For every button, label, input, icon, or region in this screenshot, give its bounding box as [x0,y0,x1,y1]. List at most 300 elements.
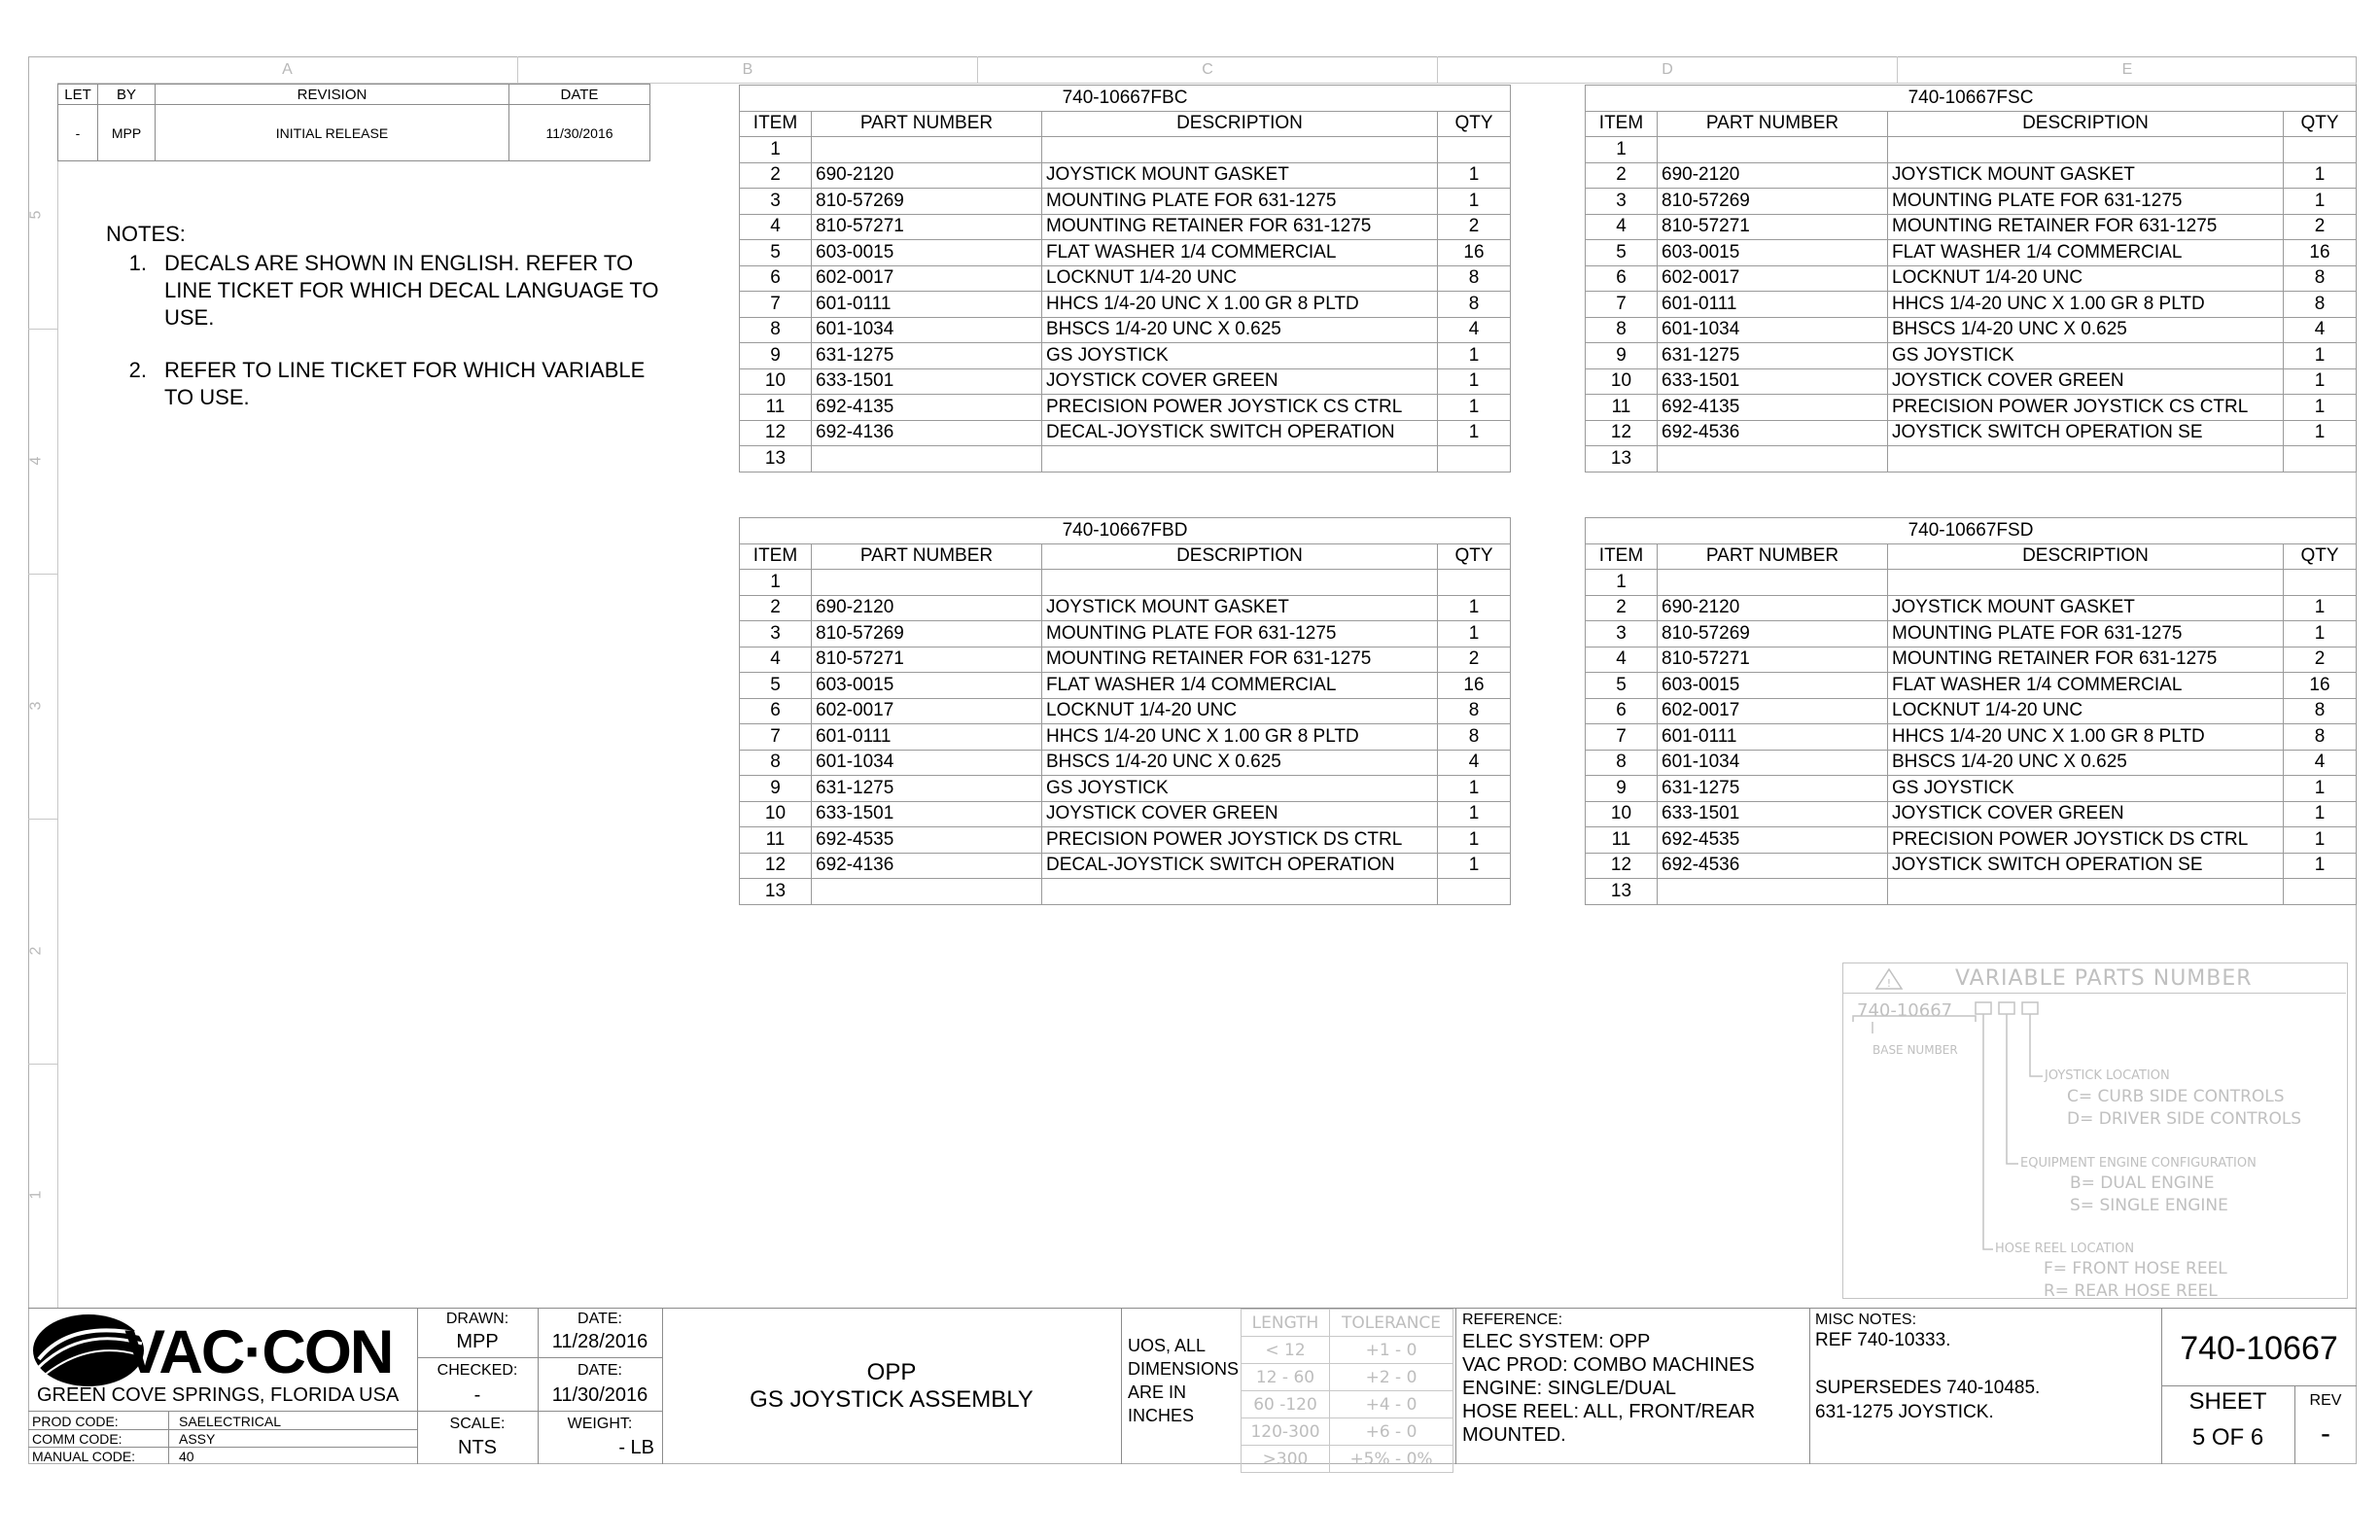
bom-cell-part-number: 603-0015 [812,673,1042,699]
sheet-value: 5 OF 6 [2191,1424,2264,1451]
tolerance-value: +6 - 0 [1330,1418,1453,1446]
bom-cell-part-number: 631-1275 [812,343,1042,369]
bom-header-item: ITEM [1586,111,1658,137]
bom-cell-qty: 1 [1438,162,1511,189]
bom-row [740,853,1511,879]
rev-header-let: LET [58,85,98,105]
bom-row [740,368,1511,395]
bom-cell-qty: 1 [1438,395,1511,421]
bom-cell-item: 13 [1586,879,1658,905]
bom-cell-part-number: 692-4135 [1658,395,1888,421]
bom-cell-item: 4 [1586,647,1658,673]
bom-cell-qty: 1 [1438,801,1511,827]
bom-cell-qty: 8 [1438,292,1511,318]
bom-cell-description [1042,137,1438,163]
bom-cell-item: 1 [1586,570,1658,596]
bom-cell-item: 1 [740,570,812,596]
bom-cell-qty: 1 [2284,420,2357,446]
tolerance-row [1242,1418,1453,1446]
bom-cell-description: BHSCS 1/4-20 UNC X 0.625 [1888,317,2284,343]
bom-cell-part-number: 810-57271 [812,647,1042,673]
bom-header-qty: QTY [2284,111,2357,137]
bom-cell-qty: 8 [1438,698,1511,724]
bom-row [740,750,1511,776]
bom-cell-part-number [1658,570,1888,596]
bom-cell-part-number: 810-57269 [1658,621,1888,648]
bom-row [1586,750,2357,776]
tolerance-header-tolerance: TOLERANCE [1330,1310,1453,1337]
bom-header-part-number: PART NUMBER [1658,543,1888,570]
bom-cell-qty: 8 [1438,724,1511,751]
vpn-engine-opt1: B= DUAL ENGINE [2070,1173,2215,1193]
bom-row [740,879,1511,905]
bom-cell-part-number [1658,446,1888,472]
bom-header-item: ITEM [740,111,812,137]
divider [28,1411,417,1412]
bom-cell-item: 10 [740,801,812,827]
bom-cell-qty: 1 [2284,368,2357,395]
bom-cell-item: 3 [1586,189,1658,215]
bom-cell-part-number: 692-4536 [1658,420,1888,446]
drawing-number: 740-10667 [2180,1330,2338,1367]
drawn-label: DRAWN: [445,1311,509,1327]
bom-cell-qty [1438,570,1511,596]
checked-label: CHECKED: [437,1362,518,1379]
bom-cell-description [1888,570,2284,596]
bom-row [1586,420,2357,446]
bom-row [740,137,1511,163]
bom-cell-item: 5 [1586,673,1658,699]
bom-cell-item: 7 [740,292,812,318]
reference-line: MOUNTED. [1462,1424,1566,1446]
bom-row [1586,368,2357,395]
bom-cell-part-number: 810-57269 [1658,189,1888,215]
bom-row [1586,292,2357,318]
bom-row [1586,214,2357,240]
bom-cell-qty: 1 [1438,595,1511,621]
title-block-top [28,1308,2357,1309]
bom-table [739,517,1511,905]
bom-cell-part-number: 603-0015 [1658,240,1888,266]
note-item [106,250,670,332]
tolerance-length: 60 -120 [1242,1391,1330,1418]
svg-text:!: ! [1886,977,1892,990]
bom-row [1586,776,2357,802]
bom-cell-qty: 1 [2284,343,2357,369]
bom-cell-item: 7 [1586,292,1658,318]
bom-cell-part-number [812,446,1042,472]
bom-cell-description: PRECISION POWER JOYSTICK DS CTRL [1042,827,1438,854]
rev-label: REV [2309,1392,2342,1409]
drawn-value: MPP [456,1331,499,1352]
bom-row [740,189,1511,215]
bom-table [739,85,1511,472]
bom-cell-item: 9 [1586,343,1658,369]
bom-cell-item: 10 [740,368,812,395]
bom-cell-item: 2 [1586,162,1658,189]
bom-cell-description: MOUNTING RETAINER FOR 631-1275 [1042,647,1438,673]
units-line: DIMENSIONS [1128,1359,1240,1379]
bom-cell-description: PRECISION POWER JOYSTICK CS CTRL [1888,395,2284,421]
bom-cell-description [1042,570,1438,596]
bom-row [740,647,1511,673]
rev-header-date: DATE [509,85,650,105]
bom-cell-item: 11 [1586,395,1658,421]
divider [1455,1308,1456,1464]
bom-cell-qty: 8 [2284,265,2357,292]
bom-cell-description: GS JOYSTICK [1042,343,1438,369]
bom-cell-item: 12 [1586,853,1658,879]
tolerance-row [1242,1364,1453,1391]
zone-left-divider [57,83,58,1308]
bom-cell-description: DECAL-JOYSTICK SWITCH OPERATION [1042,853,1438,879]
divider [2161,1385,2357,1386]
bom-cell-qty: 1 [2284,801,2357,827]
bom-row [740,240,1511,266]
note-number: 1. [128,251,147,275]
rev-date: 11/30/2016 [509,105,650,161]
bom-row [740,621,1511,648]
bom-cell-qty: 8 [2284,724,2357,751]
bom-row [1586,879,2357,905]
rev-by: MPP [98,105,156,161]
tolerance-length: 12 - 60 [1242,1364,1330,1391]
bom-header-part-number: PART NUMBER [1658,111,1888,137]
bom-cell-description: GS JOYSTICK [1042,776,1438,802]
manual-code-label: MANUAL CODE: [32,1449,136,1464]
misc-notes-label: MISC NOTES: [1815,1312,1917,1328]
bom-cell-qty [2284,446,2357,472]
bom-cell-part-number: 692-4535 [1658,827,1888,854]
bom-cell-description: GS JOYSTICK [1888,776,2284,802]
zone-col-e: E [2121,61,2133,78]
bom-cell-qty: 1 [2284,776,2357,802]
bom-cell-qty: 1 [1438,776,1511,802]
reference-line: ENGINE: SINGLE/DUAL [1462,1378,1677,1399]
bom-header-description: DESCRIPTION [1042,111,1438,137]
bom-cell-description: MOUNTING RETAINER FOR 631-1275 [1042,214,1438,240]
bom-cell-description: JOYSTICK COVER GREEN [1042,368,1438,395]
bom-cell-part-number: 601-0111 [812,292,1042,318]
bom-cell-part-number [812,137,1042,163]
bom-cell-part-number: 690-2120 [812,162,1042,189]
bom-cell-part-number: 631-1275 [1658,343,1888,369]
bom-cell-description: JOYSTICK COVER GREEN [1042,801,1438,827]
warning-icon [1874,967,1904,991]
bom-cell-description: FLAT WASHER 1/4 COMMERCIAL [1888,673,2284,699]
rev-value: - [2321,1418,2330,1450]
checked-value: - [473,1384,481,1406]
bom-cell-description: HHCS 1/4-20 UNC X 1.00 GR 8 PLTD [1888,292,2284,318]
bom-cell-qty [1438,446,1511,472]
weight-value: - LB [618,1437,654,1458]
vpn-hose-opt1: F= FRONT HOSE REEL [2044,1259,2227,1278]
bom-header-part-number: PART NUMBER [812,543,1042,570]
vpn-engine-opt2: S= SINGLE ENGINE [2070,1196,2228,1215]
bom-cell-description: PRECISION POWER JOYSTICK CS CTRL [1042,395,1438,421]
checked-date-value: 11/30/2016 [551,1384,648,1406]
bom-cell-item: 12 [1586,420,1658,446]
bom-cell-description [1888,879,2284,905]
bom-cell-item: 9 [1586,776,1658,802]
rev-header-revision: REVISION [156,85,509,105]
bom-cell-part-number [1658,879,1888,905]
bom-cell-qty: 1 [2284,827,2357,854]
bom-cell-qty: 1 [2284,621,2357,648]
bom-cell-part-number [1658,137,1888,163]
bom-cell-qty: 2 [1438,647,1511,673]
bom-cell-description: JOYSTICK MOUNT GASKET [1888,595,2284,621]
zone-row-2: 2 [27,946,45,955]
bom-cell-description: LOCKNUT 1/4-20 UNC [1042,698,1438,724]
bom-cell-qty: 1 [1438,368,1511,395]
bom-cell-part-number: 631-1275 [812,776,1042,802]
bom-cell-item: 6 [740,265,812,292]
bom-row [740,395,1511,421]
note-number: 2. [128,358,147,382]
misc-note-line: SUPERSEDES 740-10485. [1815,1378,2041,1398]
divider [1809,1308,1810,1464]
bom-cell-qty: 1 [2284,853,2357,879]
bom-cell-item: 10 [1586,801,1658,827]
bom-table-title: 740-10667FBD [740,518,1511,544]
bom-row [1586,189,2357,215]
bom-row [1586,673,2357,699]
bom-cell-qty: 1 [1438,343,1511,369]
bom-cell-description: HHCS 1/4-20 UNC X 1.00 GR 8 PLTD [1042,292,1438,318]
bom-row [1586,343,2357,369]
divider [168,1411,169,1464]
bom-cell-part-number: 690-2120 [812,595,1042,621]
bom-row [740,292,1511,318]
bom-header-description: DESCRIPTION [1888,111,2284,137]
bom-cell-part-number: 633-1501 [812,801,1042,827]
bom-row [740,343,1511,369]
bom-row [1586,647,2357,673]
bom-cell-qty: 2 [2284,214,2357,240]
bom-cell-qty [1438,137,1511,163]
bom-cell-qty: 1 [1438,189,1511,215]
bom-cell-part-number: 690-2120 [1658,595,1888,621]
bom-row [1586,827,2357,854]
tolerance-row [1242,1446,1453,1473]
bom-header-qty: QTY [2284,543,2357,570]
comm-code-label: COMM CODE: [32,1431,122,1447]
units-note [1128,1334,1239,1427]
bom-cell-description: GS JOYSTICK [1888,343,2284,369]
bom-cell-part-number: 601-1034 [812,317,1042,343]
drawing-title-line2: GS JOYSTICK ASSEMBLY [750,1386,1033,1413]
tolerance-length: 120-300 [1242,1418,1330,1446]
vpn-joystick-opt1: C= CURB SIDE CONTROLS [2067,1087,2285,1106]
bom-table-title: 740-10667FSC [1586,86,2357,112]
bom-cell-qty: 4 [1438,750,1511,776]
bom-cell-item: 1 [1586,137,1658,163]
bom-row [1586,801,2357,827]
bom-cell-part-number: 810-57271 [1658,647,1888,673]
bom-cell-qty: 8 [2284,698,2357,724]
rev-let: - [58,105,98,161]
bom-cell-description: FLAT WASHER 1/4 COMMERCIAL [1042,673,1438,699]
rev-header-by: BY [98,85,156,105]
vpn-title: VARIABLE PARTS NUMBER [1955,966,2253,991]
bom-cell-description: JOYSTICK SWITCH OPERATION SE [1888,420,2284,446]
prod-code-value: SAELECTRICAL [179,1414,282,1429]
bom-row [1586,595,2357,621]
bom-cell-item: 5 [1586,240,1658,266]
drawing-title-line1: OPP [866,1359,917,1385]
bom-cell-item: 11 [740,827,812,854]
bom-cell-item: 13 [1586,446,1658,472]
bom-cell-part-number: 602-0017 [812,698,1042,724]
revision-row [58,105,650,161]
bom-row [740,214,1511,240]
bom-row [740,801,1511,827]
zone-col-c: C [978,56,1438,83]
bom-row [1586,137,2357,163]
bom-row [1586,698,2357,724]
tolerance-value: +4 - 0 [1330,1391,1453,1418]
vpn-base-code: 740-10667 [1857,1000,1953,1021]
bom-cell-item: 3 [740,621,812,648]
bom-row [1586,317,2357,343]
bom-cell-item: 4 [740,647,812,673]
bom-cell-description: HHCS 1/4-20 UNC X 1.00 GR 8 PLTD [1888,724,2284,751]
tolerance-value: +1 - 0 [1330,1337,1453,1364]
bom-cell-part-number: 603-0015 [812,240,1042,266]
bom-cell-qty: 1 [2284,395,2357,421]
bom-cell-item: 9 [740,343,812,369]
tolerance-value: +5% - 0% [1330,1446,1453,1473]
bom-cell-description [1888,446,2284,472]
bom-cell-item: 12 [740,853,812,879]
bom-row [740,673,1511,699]
bom-cell-part-number: 601-1034 [1658,317,1888,343]
divider [417,1411,662,1412]
vpn-engine-label: EQUIPMENT ENGINE CONFIGURATION [2020,1156,2257,1171]
bom-cell-qty: 16 [2284,240,2357,266]
logo-text: VAC·CON [124,1318,393,1386]
bom-cell-part-number: 690-2120 [1658,162,1888,189]
bom-row [740,162,1511,189]
bom-cell-item: 2 [740,595,812,621]
bom-cell-part-number [812,879,1042,905]
tolerance-header-length: LENGTH [1242,1310,1330,1337]
bom-cell-item: 1 [740,137,812,163]
bom-table [1585,85,2357,472]
bom-cell-qty: 2 [1438,214,1511,240]
bom-cell-item: 8 [740,317,812,343]
tolerance-value: +2 - 0 [1330,1364,1453,1391]
bom-cell-part-number: 810-57271 [812,214,1042,240]
bom-cell-part-number: 603-0015 [1658,673,1888,699]
bom-cell-qty [2284,879,2357,905]
bom-cell-item: 8 [1586,750,1658,776]
units-line: INCHES [1128,1406,1195,1425]
bom-cell-description: FLAT WASHER 1/4 COMMERCIAL [1888,240,2284,266]
bom-cell-qty: 8 [2284,292,2357,318]
bom-cell-description [1888,137,2284,163]
bom-cell-part-number [812,570,1042,596]
bom-cell-item: 12 [740,420,812,446]
divider [417,1357,662,1358]
bom-header-item: ITEM [1586,543,1658,570]
bom-row [740,317,1511,343]
checked-date-label: DATE: [578,1362,622,1379]
bom-cell-part-number: 692-4135 [812,395,1042,421]
bom-cell-description: MOUNTING RETAINER FOR 631-1275 [1888,214,2284,240]
bom-cell-description: BHSCS 1/4-20 UNC X 0.625 [1888,750,2284,776]
variable-parts-legend [1842,962,2348,1299]
bom-cell-qty: 1 [2284,595,2357,621]
bom-cell-description [1042,879,1438,905]
bom-cell-item: 7 [1586,724,1658,751]
bom-cell-qty: 8 [1438,265,1511,292]
bom-cell-part-number: 633-1501 [1658,801,1888,827]
note-text: DECALS ARE SHOWN IN ENGLISH. REFER TO LINE TICKET FOR WHICH DECAL LANGUAGE TO USE. [164,251,659,330]
bom-cell-description: PRECISION POWER JOYSTICK DS CTRL [1888,827,2284,854]
drawn-date-value: 11/28/2016 [551,1331,648,1352]
bom-cell-description: LOCKNUT 1/4-20 UNC [1888,265,2284,292]
zone-col-d: D [1438,56,1898,83]
bom-cell-qty: 4 [2284,750,2357,776]
bom-row [1586,265,2357,292]
bom-cell-part-number: 601-0111 [1658,724,1888,751]
bom-cell-description: MOUNTING PLATE FOR 631-1275 [1042,189,1438,215]
bom-cell-part-number: 602-0017 [1658,265,1888,292]
company-location: GREEN COVE SPRINGS, FLORIDA USA [37,1384,400,1406]
reference-line: ELEC SYSTEM: OPP [1462,1331,1651,1352]
units-line: ARE IN [1128,1382,1187,1402]
bom-cell-description: LOCKNUT 1/4-20 UNC [1888,698,2284,724]
bom-cell-part-number: 601-1034 [812,750,1042,776]
zone-row-3: 3 [27,701,45,710]
scale-value: NTS [458,1437,497,1458]
bom-cell-description: HHCS 1/4-20 UNC X 1.00 GR 8 PLTD [1042,724,1438,751]
bom-cell-qty [2284,137,2357,163]
reference-notes [1462,1330,1755,1447]
bom-cell-part-number: 692-4536 [1658,853,1888,879]
zone-row-1: 1 [27,1190,45,1200]
bom-table-title: 740-10667FBC [740,86,1511,112]
bom-header-item: ITEM [740,543,812,570]
bom-row [740,776,1511,802]
bom-cell-part-number: 633-1501 [812,368,1042,395]
bom-header-description: DESCRIPTION [1888,543,2284,570]
bom-cell-part-number: 601-0111 [1658,292,1888,318]
bom-row [740,724,1511,751]
bom-cell-description: JOYSTICK COVER GREEN [1888,801,2284,827]
bom-cell-item: 13 [740,446,812,472]
divider [28,1447,417,1448]
bom-table-title: 740-10667FSD [1586,518,2357,544]
bom-cell-description: JOYSTICK MOUNT GASKET [1042,595,1438,621]
bom-row [740,827,1511,854]
bom-header-description: DESCRIPTION [1042,543,1438,570]
bom-cell-qty: 16 [1438,673,1511,699]
bom-cell-part-number: 601-0111 [812,724,1042,751]
vpn-hose-opt2: R= REAR HOSE REEL [2044,1281,2218,1301]
zone-col-b: B [518,56,978,83]
prod-code-label: PROD CODE: [32,1414,119,1429]
bom-cell-item: 7 [740,724,812,751]
bom-cell-item: 4 [740,214,812,240]
bom-cell-part-number: 602-0017 [812,265,1042,292]
bom-cell-part-number: 810-57269 [812,189,1042,215]
tolerance-length: < 12 [1242,1337,1330,1364]
bom-cell-qty: 4 [1438,317,1511,343]
bom-header-qty: QTY [1438,111,1511,137]
